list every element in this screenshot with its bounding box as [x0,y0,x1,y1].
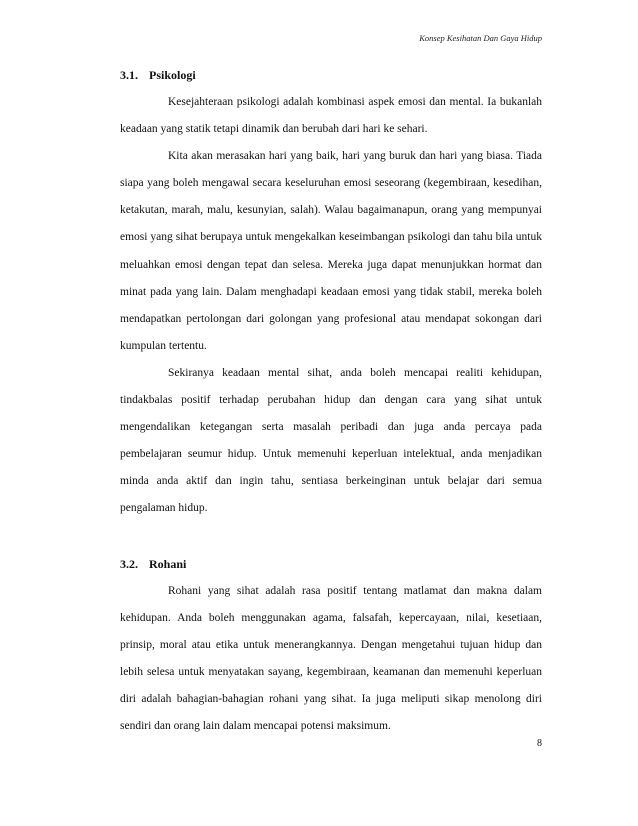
document-body [120,61,542,740]
page-number: 8 [537,738,542,749]
section-title: Rohani [149,556,187,571]
section-heading-rohani [120,550,542,578]
paragraph: Kesejahteraan psikologi adalah kombinasi aspek emosi dan mental. Ia bukanlah keadaan yang statik tetapi dinamik dan berubah dari hari ke sehari. [120,96,542,136]
paragraph: Sekiranya keadaan mental sihat, anda boleh mencapai realiti kehidupan, tindakbalas positif terhadap perubahan hidup dan dengan cara yang sihat untuk mengendalikan ketegangan serta masalah peribadi dan juga anda percaya pada pembelajaran seumur hidup. Untuk memenuhi keperluan intelektual, anda menjadikan minda anda aktif dan ingin tahu, sentiasa berkeinginan untuk belajar dari semua pengalaman hidup. [120,366,542,515]
paragraph: Rohani yang sihat adalah rasa positif tentang matlamat dan makna dalam kehidupan. Anda boleh menggunakan agama, falsafah, kepercayaan, nilai, kesetiaan, prinsip, moral atau etika untuk menerangkannya. Dengan mengetahui tujuan hidup dan lebih selesa untuk menyatakan sayang, kegembiraan, keamanan dan memenuhi keperluan diri adalah bahagian-bahagian rohani yang sihat. Ia juga meliputi sikap menolong diri sendiri dan orang lain dalam mencapai potensi maksimum. [120,584,542,732]
section-number: 3.2. [120,556,138,571]
section-heading-psikologi [120,61,542,89]
section-number: 3.1. [120,68,138,82]
section-title: Psikologi [149,68,196,82]
running-header: Konsep Kesihatan Dan Gaya Hidup [419,33,542,43]
section-spacer [120,523,542,550]
paragraph: Kita akan merasakan hari yang baik, hari yang buruk dan hari yang biasa. Tiada siapa yang boleh mengawal secara keseluruhan emosi seseorang (kegembiraan, kesedihan, ketakutan, marah, malu, kesunyian, salah). Walau bagaimanapun, orang yang mempunyai emosi yang sihat berupaya untuk mengekalkan keseimbangan psikologi dan tahu bila untuk meluahkan emosi dengan tepat dan selesa. Mereka juga dapat menunjukkan hormat dan minat pada yang lain. Dalam menghadapi keadaan emosi yang tidak stabil, mereka boleh mendapatkan pertolongan dari golongan yang profesional atau mendapat sokongan dari kumpulan tertentu. [120,150,542,352]
